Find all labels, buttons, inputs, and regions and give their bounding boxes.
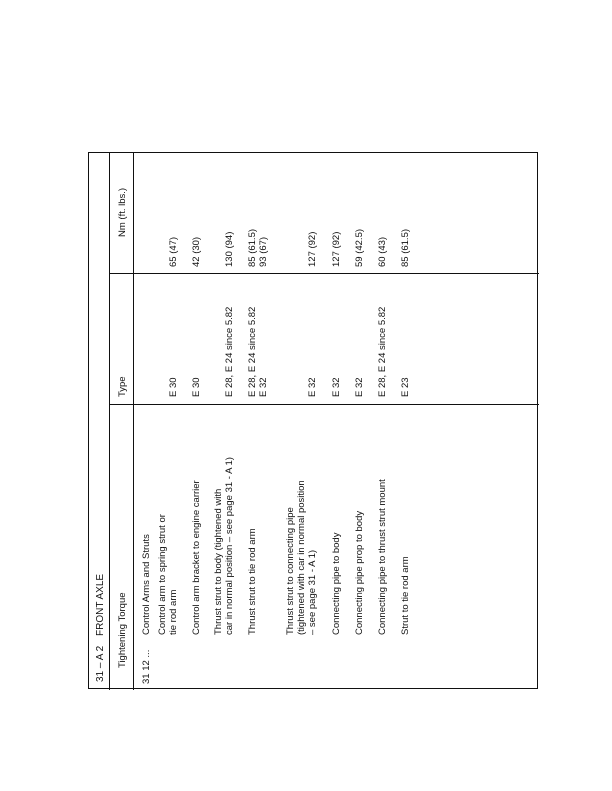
row-value: 59 (42.5) — [354, 228, 365, 267]
page-number: 31 – A 2 — [95, 645, 106, 682]
row-value: 60 (43) — [377, 236, 388, 267]
row-type: E 28, E 24 since 5.82 — [377, 306, 388, 397]
row-type: E 28, E 24 since 5.82 — [224, 306, 235, 397]
row-description: Strut to tie rod arm — [400, 556, 411, 635]
row-value: 85 (61.5) 93 (67) — [247, 228, 269, 267]
row-type: E 32 — [331, 377, 342, 397]
row-description: Control arm to spring strut or tie rod arm — [157, 514, 179, 635]
row-value: 127 (92) — [307, 231, 318, 267]
row-value: 85 (61.5) — [400, 228, 411, 267]
column-header-nm: Nm (ft. lbs.) — [117, 187, 128, 237]
row-description: Connecting pipe prop to body — [354, 510, 365, 635]
torque-spec-page — [88, 152, 538, 689]
column-header-tightening-torque: Tightening Torque — [117, 592, 128, 668]
row-description: Thrust strut to connecting pipe (tightened with car in normal position – see page 31 - A 1) — [285, 480, 318, 635]
row-value: 42 (30) — [191, 236, 202, 267]
column-divider-type — [109, 404, 539, 405]
row-type: E 32 — [354, 377, 365, 397]
rotated-content — [89, 153, 539, 690]
row-description: Thrust strut to tie rod arm — [247, 528, 258, 635]
row-type: E 28, E 24 since 5.82 E 32 — [247, 306, 269, 397]
section-title: FRONT AXLE — [95, 573, 106, 636]
row-type: E 30 — [191, 377, 202, 397]
row-type: E 23 — [400, 377, 411, 397]
row-value: 127 (92) — [331, 231, 342, 267]
row-description: Connecting pipe to body — [331, 532, 342, 635]
group-code: 31 12 ... — [141, 649, 152, 684]
column-header-rule — [133, 153, 134, 690]
group-title: Control Arms and Struts — [141, 534, 152, 635]
column-divider-value — [109, 273, 539, 274]
row-description: Connecting pipe to thrust strut mount — [377, 479, 388, 635]
header-rule — [109, 153, 110, 690]
row-value: 130 (94) — [224, 231, 235, 267]
row-value: 65 (47) — [168, 236, 179, 267]
column-header-type: Type — [117, 376, 128, 397]
row-type: E 30 — [168, 377, 179, 397]
row-type: E 32 — [307, 377, 318, 397]
row-description: Control arm bracket to engine carrier — [191, 480, 202, 635]
row-description: Thrust strut to body (tightened with car in normal position – see page 31 - A 1) — [213, 457, 235, 635]
